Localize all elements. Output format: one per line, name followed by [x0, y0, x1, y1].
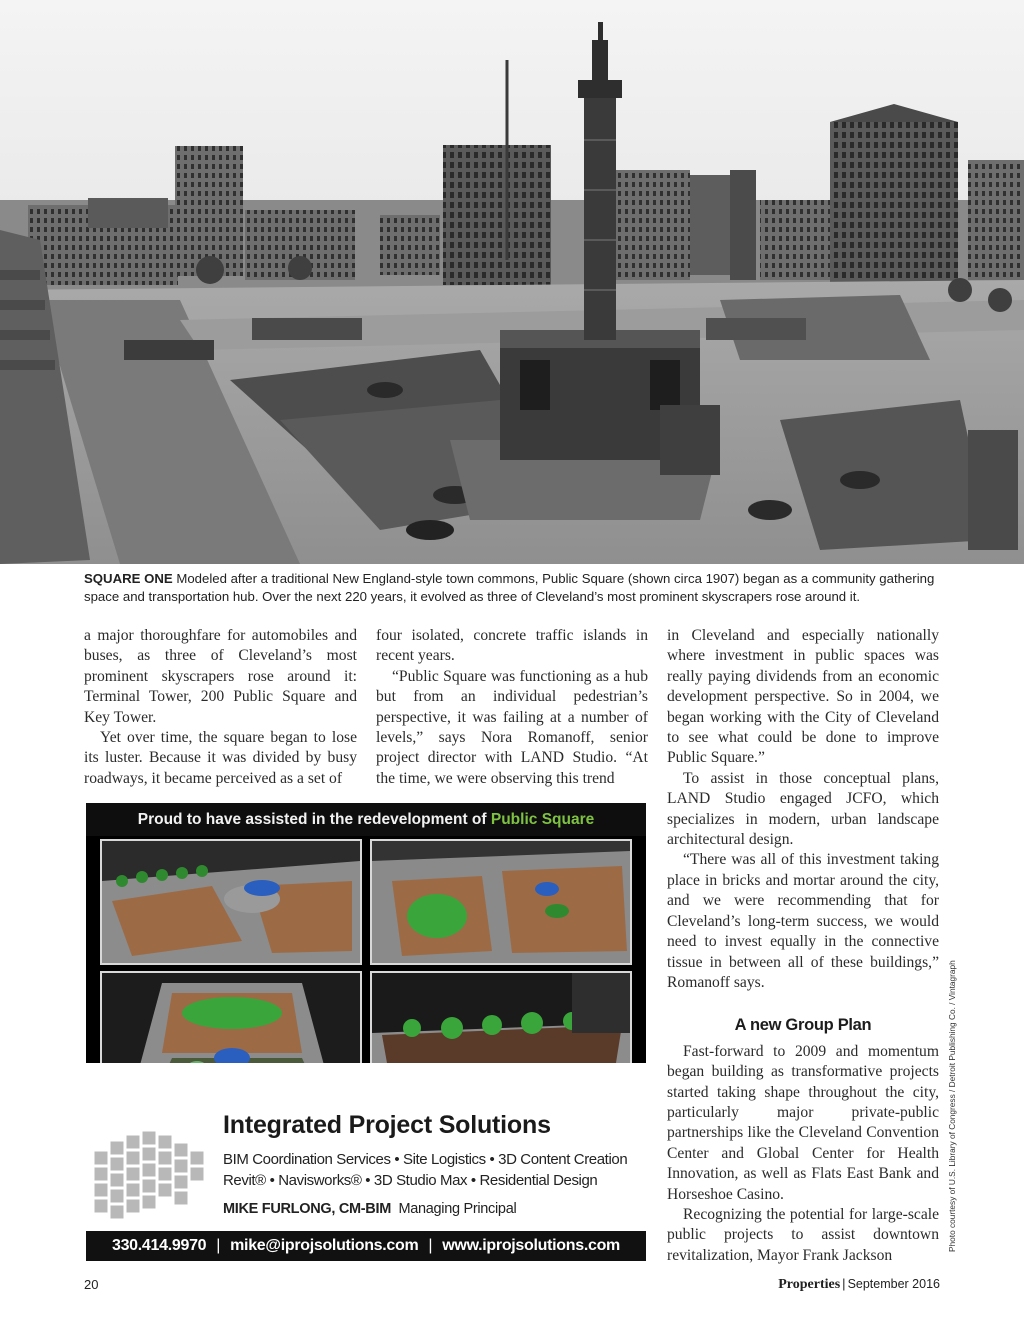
photo-credit: Photo courtesy of U.S. Library of Congress / Detroit Publishing Co. / Vintagraph: [947, 960, 957, 1252]
site-rendering-image: [102, 841, 360, 963]
ad-headline: [86, 803, 646, 836]
article-column-3: [667, 626, 939, 1266]
article-paragraph: “There was all of this investment taking place in bricks and mortar around the city, and we were recommending that for Cleveland’s long-term success, we would need to invest equally in the connective tissue in between all of these buildings,” Romanoff says.: [667, 851, 939, 991]
ad-contact-bar: [86, 1231, 646, 1261]
folio-separator: |: [842, 1276, 846, 1291]
ad-separator: |: [216, 1237, 221, 1254]
rendering-tile-1: [100, 839, 362, 965]
article-paragraph: To assist in those conceptual plans, LAND Studio engaged JCFO, which specializes in modern, urban landscape architectural design.: [667, 769, 939, 849]
cube-logo-icon: [86, 1121, 216, 1231]
article-column-2: [376, 626, 648, 789]
article-paragraph: Fast-forward to 2009 and momentum began building as transformative projects started taking shape throughout the city, particularly major private-public partnerships like the Cleveland Convention Center and Global Center for Health Innovation, as well as Flats East Bank and Horseshoe Casino.: [667, 1042, 939, 1203]
magazine-name: Properties: [778, 1277, 841, 1292]
issue-date: September 2016: [847, 1277, 940, 1291]
ad-phone[interactable]: 330.414.9970: [111, 1237, 207, 1254]
ad-headline-highlight: Public Square: [490, 811, 595, 828]
ad-contact: [223, 1201, 516, 1217]
caption-text: Modeled after a traditional New England-style town commons, Public Square (shown circa 1907) began as a community gathering space and transportation hub. Over the next 220 years, it evolved as three of Cleveland’s most prominent skyscrapers rose around it.: [84, 571, 935, 604]
ad-separator: |: [428, 1237, 433, 1254]
article-column-1: [84, 626, 357, 789]
photo-caption: [84, 570, 944, 606]
ad-contact-title: Managing Principal: [398, 1201, 517, 1217]
ad-services-line-2: Revit® • Navisworks® • 3D Studio Max • Residential Design: [223, 1172, 598, 1189]
ad-company-name: Integrated Project Solutions: [223, 1111, 551, 1139]
rendering-tile-2: [370, 839, 632, 965]
ad-headline-text: Proud to have assisted in the redevelopment of: [137, 811, 487, 828]
article-paragraph: in Cleveland and especially nationally where investment in public spaces was really paying dividends from an economic development perspective. So in 2004, we began working with the City of Cleveland to see what could be done to improve Public Square.”: [667, 627, 939, 767]
article-paragraph: a major thoroughfare for automobiles and buses, as three of Cleveland’s most prominent skyscrapers rose around it: Terminal Tower, 200 Public Square and Key Tower.: [84, 627, 357, 726]
hero-photo-public-square-1907: [0, 0, 1024, 564]
article-paragraph: Yet over time, the square began to lose its luster. Because it was divided by busy roadways, it became perceived as a set of: [84, 729, 357, 787]
article-paragraph: four isolated, concrete traffic islands in recent years.: [376, 627, 648, 665]
caption-lead: SQUARE ONE: [84, 571, 173, 586]
section-subhead: A new Group Plan: [734, 1016, 872, 1035]
article-paragraph: Recognizing the potential for large-scale public projects to assist downtown revitalization, Mayor Frank Jackson: [667, 1205, 939, 1264]
ad-services-line-1: BIM Coordination Services • Site Logistics • 3D Content Creation: [223, 1151, 628, 1168]
ad-email-link[interactable]: mike@iprojsolutions.com: [230, 1237, 419, 1254]
ad-contact-name: MIKE FURLONG, CM-BIM: [223, 1201, 391, 1217]
ad-website-link[interactable]: www.iprojsolutions.com: [442, 1237, 620, 1254]
page-number: 20: [84, 1277, 99, 1292]
article-paragraph: “Public Square was functioning as a hub but from an individual pedestrian’s perspective, it was failing at a number of levels,” says Nora Romanoff, senior project director with LAND Studio. “At the time, we were observing this trend: [376, 667, 648, 787]
folio: [778, 1276, 940, 1293]
site-rendering-image: [372, 841, 630, 963]
historic-photo-illustration: [0, 0, 1024, 564]
advertisement-integrated-project-solutions: [86, 803, 646, 1261]
